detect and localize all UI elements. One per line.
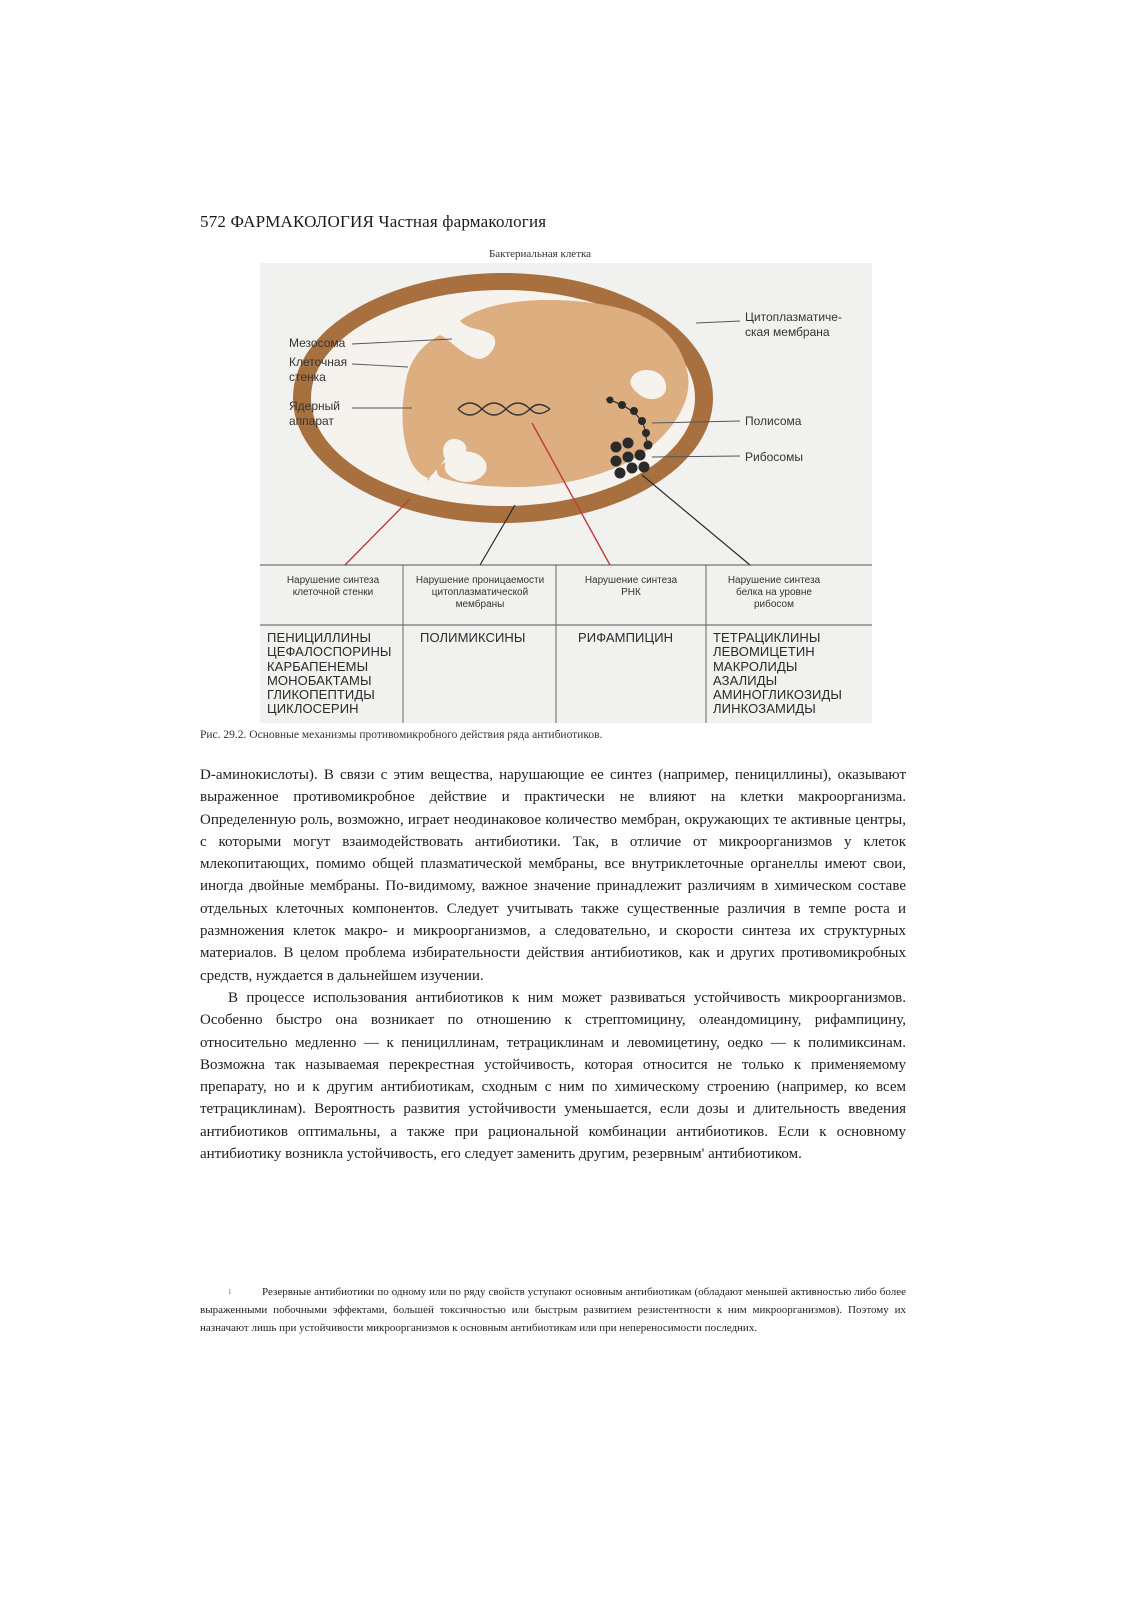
mechanism-cell-wall [266, 575, 400, 599]
footnote [200, 1283, 906, 1337]
drug-item: ПЕНИЦИЛЛИНЫ [267, 630, 372, 645]
drug-list-rna [578, 631, 673, 645]
drug-item: МОНОБАКТАМЫ [267, 672, 372, 688]
polysome-dot [642, 429, 650, 437]
page-header: 572 ФАРМАКОЛОГИЯ Частная фармакология [200, 212, 547, 231]
polysome-dot [644, 441, 653, 450]
bacterial-cell-figure [260, 263, 872, 723]
polysome-dot [618, 401, 626, 409]
polysome-dot [607, 397, 614, 404]
drug-item: РИФАМПИЦИН [578, 630, 674, 645]
mechanism-line: белка на уровне [736, 587, 812, 598]
ribosome [627, 463, 638, 474]
body-text [200, 764, 906, 1165]
drug-item: ТЕТРАЦИКЛИНЫ [713, 630, 821, 645]
drug-item: ГЛИКОПЕПТИДЫ [267, 687, 375, 703]
ribosome [639, 462, 650, 473]
label-membrane-line: Цитоплазматиче- [745, 310, 842, 324]
polysome-dot [638, 417, 646, 425]
figure-title: Бактериальная клетка [488, 248, 592, 260]
drug-item: ПОЛИМИКСИНЫ [420, 630, 526, 645]
ribosome [615, 468, 626, 479]
mechanism-line: Нарушение синтеза [286, 575, 380, 586]
drug-list-cell-wall [267, 631, 392, 717]
drug-item: АЗАЛИДЫ [713, 672, 778, 688]
drug-item: ЦИКЛОСЕРИН [267, 701, 359, 717]
pointer-cell-wall [345, 499, 410, 565]
figure-caption: Рис. 29.2. Основные механизмы противомикробного действия ряда антибиотиков. [200, 729, 603, 741]
drug-item: ЦЕФАЛОСПОРИНЫ [267, 644, 392, 660]
footnote-mark: 1 [228, 1288, 232, 1296]
mechanism-protein [709, 575, 839, 611]
label-mesosome: Мезосома [289, 336, 346, 350]
mechanism-line: РНК [621, 587, 641, 598]
label-ribosomes: Рибосомы [745, 450, 803, 464]
ribosome [611, 456, 622, 467]
drug-list-membrane [420, 631, 526, 645]
ribosome [635, 450, 646, 461]
label-nucleus-line: аппарат [289, 414, 334, 428]
label-cell-wall [289, 355, 347, 385]
ribosome [611, 442, 622, 453]
drug-item: ЛЕВОМИЦЕТИН [713, 644, 815, 660]
paragraph: В процессе использования антибиотиков к ним может развиваться устойчивость микроорганизмов. Особенно быстро она возникает по отношению к стрептомицину, олеандомицину, рифампицину, относительно медленно — к пенициллинам, тетрациклинам и левомицетину, оедко — к полимиксинам. Возможна так называемая перекрестная устойчивость, которая относится не только к применяемому препарату, но и к другим антибиотикам, сходным с ним по химическому строению (например, ко всем тетрациклинам). Вероятность развития устойчивости уменьшается, если дозы и длительность введения антибиотиков оптимальны, а также при рациональной комбинации антибиотиков. Если к основному антибиотику возникла устойчивость, его следует заменить другим, резервным' антибиотиком. [200, 989, 906, 1163]
drug-list-protein [713, 631, 842, 717]
ribosome [623, 452, 634, 463]
drug-item: МАКРОЛИДЫ [713, 658, 798, 674]
mechanism-line: Нарушение синтеза [584, 575, 678, 586]
mechanism-line: Нарушение синтеза [727, 575, 821, 586]
polysome-dot [630, 407, 638, 415]
footnote-text: Резервные антибиотики по одному или по ряду свойств уступают основным антибиотикам (обладают меньшей активностью либо более выраженными побочными эффектами, большей токсичностью или быстрым развитием резистентности к ним микроорганизмов). Поэтому их назначают лишь при устойчивости микроорганизмов к основным антибиотикам или при непереносимости последних. [200, 1286, 906, 1334]
drug-item: АМИНОГЛИКОЗИДЫ [713, 687, 842, 703]
label-nucleus [289, 399, 340, 429]
mechanism-line: Нарушение проницаемости [415, 575, 545, 586]
drug-item: КАРБАПЕНЕМЫ [267, 658, 369, 674]
ribosome [623, 438, 634, 449]
mechanism-line: рибосом [754, 599, 794, 610]
label-polysome: Полисома [745, 414, 802, 428]
mechanism-rna [559, 575, 703, 599]
mechanism-line: цитоплазматической [431, 587, 529, 598]
pointer-protein [642, 475, 750, 565]
leader-membrane [696, 321, 740, 323]
paragraph: D-аминокислоты). В связи с этим вещества, нарушающие ее синтез (например, пенициллины), оказывают выраженное противомикробное действие и практически не влияют на клетки макроорганизма. Определенную роль, возможно, играет неодинаковое количество мембран, окружающих те активные центры, с которыми могут взаимодействовать антибиотики. Так, в отличие от микроорганизмов у клеток млекопитающих, помимо общей плазматической мембраны, все внутриклеточные органеллы имеют свои, иногда двойные мембраны. По-видимому, важное значение принадлежит различиям в химическом составе отдельных клеточных компонентов. Следует учитывать также существенные различия в темпе роста и размножения клеток макро- и микроорганизмов, а следовательно, и скорости синтеза их структурных материалов. В целом проблема избирательности действия антибиотиков, как и других противомикробных средств, нуждается в дальнейшем изучении. [200, 767, 906, 984]
label-cell-wall-line: Клеточная [289, 355, 348, 369]
label-nucleus-line: Ядерный [289, 399, 340, 413]
mechanism-line: мембраны [455, 599, 505, 610]
label-membrane [745, 310, 842, 340]
label-membrane-line: ская мембрана [745, 325, 830, 339]
label-cell-wall-line: стенка [289, 370, 326, 384]
drug-item: ЛИНКОЗАМИДЫ [713, 701, 816, 717]
mechanism-line: клеточной стенки [292, 587, 374, 598]
mechanism-membrane [406, 575, 554, 611]
